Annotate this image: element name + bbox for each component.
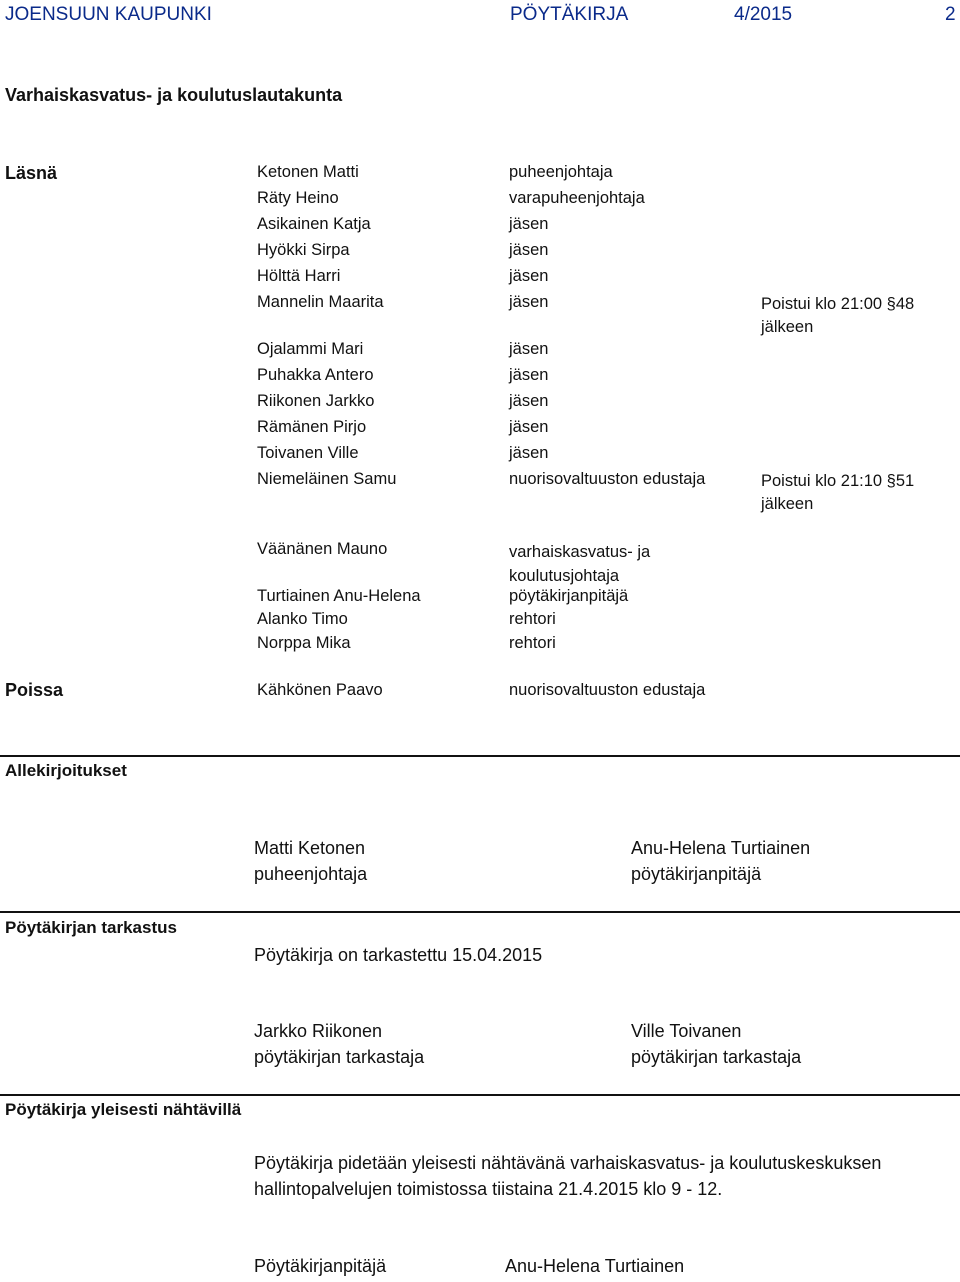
divider [0,755,960,757]
reviewer-name: Jarkko Riikonen [254,1021,383,1041]
member-name: Ojalammi Mari [257,340,364,358]
absent-label: Poissa [5,680,64,700]
member-row [0,293,960,336]
member-name: Ketonen Matti [257,163,359,181]
member-role: nuorisovaltuuston edustaja [509,470,706,488]
member-role: jäsen [509,267,549,285]
review-label: Pöytäkirjan tarkastus [5,918,177,937]
member-row [0,418,960,444]
absent-role: nuorisovaltuuston edustaja [509,681,706,699]
member-row [0,340,960,366]
document-number: 4/2015 [734,4,793,25]
member-role: jäsen [509,340,549,358]
footer-name: Anu-Helena Turtiainen [505,1256,685,1276]
member-row [0,470,960,513]
other-name: Turtiainen Anu-Helena [257,587,421,605]
signer-role: pöytäkirjanpitäjä [631,864,762,884]
member-role: puheenjohtaja [509,163,613,181]
other-row [0,634,960,660]
public-text-line2: hallintopalvelujen toimistossa tiistaina 21.4.2015 klo 9 - 12. [254,1179,723,1199]
member-name: Räty Heino [257,189,339,207]
member-name: Mannelin Maarita [257,293,384,311]
reviewer-name: Ville Toivanen [631,1021,742,1041]
member-role: jäsen [509,418,549,436]
public-label: Pöytäkirja yleisesti nähtävillä [5,1100,242,1119]
member-row [0,444,960,470]
reviewer-role: pöytäkirjan tarkastaja [254,1047,425,1067]
other-role: pöytäkirjanpitäjä [509,587,629,605]
other-name: Norppa Mika [257,634,351,652]
member-row [0,366,960,392]
member-role: varapuheenjohtaja [509,189,645,207]
other-name: Alanko Timo [257,610,348,628]
present-label: Läsnä [5,163,58,183]
signer-role: puheenjohtaja [254,864,368,884]
signer-name: Matti Ketonen [254,838,366,858]
absent-name: Kähkönen Paavo [257,681,383,699]
member-role: jäsen [509,241,549,259]
signer-name: Anu-Helena Turtiainen [631,838,811,858]
other-name: Väänänen Mauno [257,540,388,558]
member-note: Poistui klo 21:00 §48 jälkeen [761,295,915,336]
member-role: jäsen [509,366,549,384]
member-name: Riikonen Jarkko [257,392,375,410]
signatures-label: Allekirjoitukset [5,761,127,780]
footer-label: Pöytäkirjanpitäjä [254,1256,387,1276]
member-row [0,392,960,418]
member-name: Hyökki Sirpa [257,241,350,259]
other-row [0,540,960,585]
divider [0,1094,960,1096]
member-name: Toivanen Ville [257,444,359,462]
page-number: 2 [945,4,956,25]
other-role: varhaiskasvatus- ja koulutusjohtaja [509,543,651,585]
review-text: Pöytäkirja on tarkastettu 15.04.2015 [254,945,543,965]
member-row [0,267,960,293]
member-row [0,215,960,241]
member-name: Hölttä Harri [257,267,341,285]
document-type: PÖYTÄKIRJA [510,4,629,25]
absent-row [0,681,960,707]
member-role: jäsen [509,444,549,462]
public-text-line1: Pöytäkirja pidetään yleisesti nähtävänä varhaiskasvatus- ja koulutuskeskuksen [254,1153,882,1173]
member-role: jäsen [509,215,549,233]
member-row [0,163,960,189]
member-name: Nieme​läinen Samu [257,470,397,488]
member-row [0,189,960,215]
member-role: jäsen [509,293,549,311]
organization-name: JOENSUUN KAUPUNKI [5,4,212,25]
member-name: Puhakka Antero [257,366,374,384]
divider [0,911,960,913]
reviewer-role: pöytäkirjan tarkastaja [631,1047,802,1067]
member-role: jäsen [509,392,549,410]
member-row [0,241,960,267]
committee-title: Varhaiskasvatus- ja koulutuslautakunta [5,85,343,105]
other-role: rehtori [509,610,556,628]
member-note: Poistui klo 21:10 §51 jälkeen [761,472,915,513]
member-name: Asikainen Katja [257,215,371,233]
other-row [0,610,960,636]
other-role: rehtori [509,634,556,652]
member-name: Rämänen Pirjo [257,418,367,436]
